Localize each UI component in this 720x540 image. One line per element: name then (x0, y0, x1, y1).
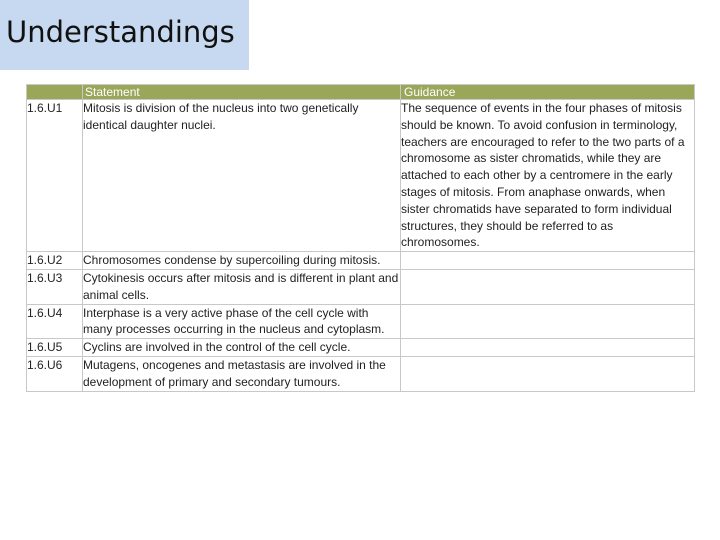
row-statement: Interphase is a very active phase of the cell cycle with many processes occurring in the nucleus and cytoplasm. (83, 304, 401, 339)
row-statement: Mutagens, oncogenes and metastasis are involved in the development of primary and secondary tumours. (83, 356, 401, 391)
header-statement: Statement (83, 85, 401, 100)
row-id: 1.6.U1 (27, 100, 83, 252)
row-statement: Cyclins are involved in the control of the cell cycle. (83, 339, 401, 357)
row-statement: Cytokinesis occurs after mitosis and is different in plant and animal cells. (83, 269, 401, 304)
table-row (27, 269, 695, 304)
row-id: 1.6.U6 (27, 356, 83, 391)
row-guidance: The sequence of events in the four phases of mitosis should be known. To avoid confusion in terminology, teachers are encouraged to refer to the two parts of a chromosome as sister chromatids, while they are attached to each other by a centromere in the early stages of mitosis. From anaphase onwards, when sister chromatids have separated to form individual structures, they should be referred to as chromosomes. (401, 100, 695, 252)
row-guidance (401, 339, 695, 357)
row-statement: Chromosomes condense by supercoiling during mitosis. (83, 252, 401, 270)
header-id (27, 85, 83, 100)
title-banner (0, 0, 249, 70)
row-id: 1.6.U3 (27, 269, 83, 304)
row-guidance (401, 269, 695, 304)
table-row (27, 100, 695, 252)
row-statement: Mitosis is division of the nucleus into two genetically identical daughter nuclei. (83, 100, 401, 252)
page-title: Understandings (6, 15, 235, 49)
row-id: 1.6.U5 (27, 339, 83, 357)
row-id: 1.6.U2 (27, 252, 83, 270)
table-row (27, 252, 695, 270)
table-header-row (27, 85, 695, 100)
table-row (27, 356, 695, 391)
row-guidance (401, 304, 695, 339)
table-row (27, 304, 695, 339)
row-id: 1.6.U4 (27, 304, 83, 339)
table-row (27, 339, 695, 357)
row-guidance (401, 356, 695, 391)
header-guidance: Guidance (401, 85, 695, 100)
understandings-table (26, 84, 695, 392)
row-guidance (401, 252, 695, 270)
